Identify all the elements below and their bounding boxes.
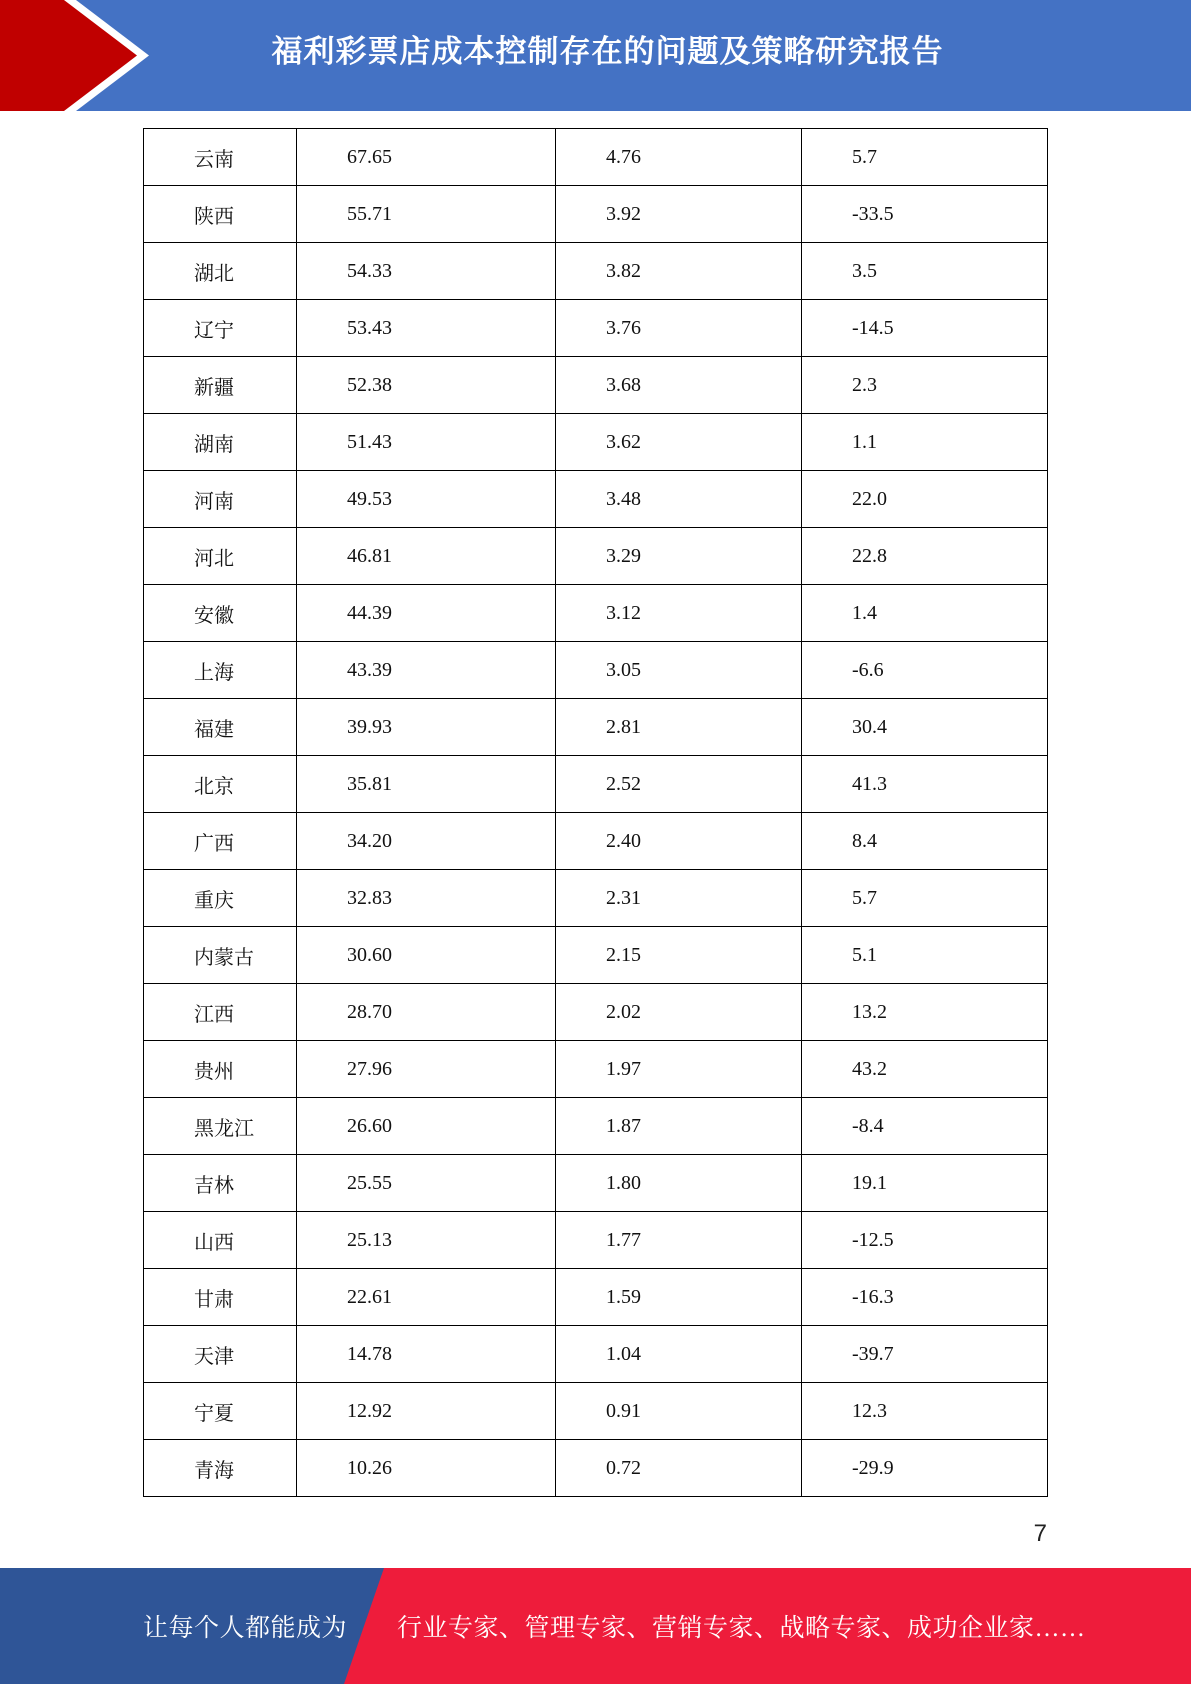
table-row <box>144 471 1048 528</box>
table-row <box>144 642 1048 699</box>
value-cell: 3.05 <box>556 642 802 699</box>
value-cell: 8.4 <box>802 813 1048 870</box>
value-cell: 22.61 <box>297 1269 556 1326</box>
value-cell: 67.65 <box>297 129 556 186</box>
value-cell: 3.62 <box>556 414 802 471</box>
data-table <box>143 128 1047 1497</box>
footer-slogan-right: 行业专家、管理专家、营销专家、战略专家、成功企业家…… <box>397 1615 1086 1642</box>
table-row <box>144 300 1048 357</box>
value-cell: 3.82 <box>556 243 802 300</box>
value-cell: 30.60 <box>297 927 556 984</box>
table-row <box>144 129 1048 186</box>
region-cell: 内蒙古 <box>144 927 297 984</box>
value-cell: 43.39 <box>297 642 556 699</box>
region-cell: 云南 <box>144 129 297 186</box>
value-cell: 53.43 <box>297 300 556 357</box>
value-cell: 3.5 <box>802 243 1048 300</box>
region-cell: 贵州 <box>144 1041 297 1098</box>
region-cell: 福建 <box>144 699 297 756</box>
value-cell: 1.77 <box>556 1212 802 1269</box>
table-row <box>144 870 1048 927</box>
table-row <box>144 528 1048 585</box>
value-cell: 1.80 <box>556 1155 802 1212</box>
table-row <box>144 756 1048 813</box>
value-cell: -8.4 <box>802 1098 1048 1155</box>
region-cell: 河北 <box>144 528 297 585</box>
table-row <box>144 1212 1048 1269</box>
region-cell: 山西 <box>144 1212 297 1269</box>
value-cell: 25.13 <box>297 1212 556 1269</box>
region-cell: 上海 <box>144 642 297 699</box>
table-row <box>144 1155 1048 1212</box>
value-cell: 1.97 <box>556 1041 802 1098</box>
region-cell: 重庆 <box>144 870 297 927</box>
value-cell: 14.78 <box>297 1326 556 1383</box>
page-number: 7 <box>1033 1520 1047 1547</box>
value-cell: 12.92 <box>297 1383 556 1440</box>
table-row <box>144 186 1048 243</box>
value-cell: 1.04 <box>556 1326 802 1383</box>
value-cell: -14.5 <box>802 300 1048 357</box>
value-cell: 13.2 <box>802 984 1048 1041</box>
value-cell: 2.15 <box>556 927 802 984</box>
value-cell: 5.1 <box>802 927 1048 984</box>
region-cell: 青海 <box>144 1440 297 1497</box>
value-cell: -16.3 <box>802 1269 1048 1326</box>
footer-banner <box>0 1568 1191 1684</box>
region-cell: 辽宁 <box>144 300 297 357</box>
value-cell: 2.31 <box>556 870 802 927</box>
value-cell: 22.0 <box>802 471 1048 528</box>
value-cell: 27.96 <box>297 1041 556 1098</box>
value-cell: 2.3 <box>802 357 1048 414</box>
value-cell: 43.2 <box>802 1041 1048 1098</box>
table-row <box>144 813 1048 870</box>
value-cell: -12.5 <box>802 1212 1048 1269</box>
value-cell: -39.7 <box>802 1326 1048 1383</box>
value-cell: 3.92 <box>556 186 802 243</box>
value-cell: 41.3 <box>802 756 1048 813</box>
value-cell: 12.3 <box>802 1383 1048 1440</box>
value-cell: 5.7 <box>802 870 1048 927</box>
table-row <box>144 585 1048 642</box>
value-cell: 2.40 <box>556 813 802 870</box>
region-cell: 安徽 <box>144 585 297 642</box>
region-cell: 河南 <box>144 471 297 528</box>
value-cell: 28.70 <box>297 984 556 1041</box>
region-cell: 甘肃 <box>144 1269 297 1326</box>
region-cell: 江西 <box>144 984 297 1041</box>
value-cell: 1.59 <box>556 1269 802 1326</box>
table-row <box>144 984 1048 1041</box>
region-cell: 天津 <box>144 1326 297 1383</box>
value-cell: 44.39 <box>297 585 556 642</box>
value-cell: 51.43 <box>297 414 556 471</box>
value-cell: 39.93 <box>297 699 556 756</box>
value-cell: 0.72 <box>556 1440 802 1497</box>
table-row <box>144 1269 1048 1326</box>
value-cell: -29.9 <box>802 1440 1048 1497</box>
value-cell: 55.71 <box>297 186 556 243</box>
region-cell: 黑龙江 <box>144 1098 297 1155</box>
value-cell: 2.81 <box>556 699 802 756</box>
value-cell: 30.4 <box>802 699 1048 756</box>
value-cell: 3.48 <box>556 471 802 528</box>
value-cell: 1.87 <box>556 1098 802 1155</box>
table-row <box>144 1098 1048 1155</box>
region-cell: 北京 <box>144 756 297 813</box>
value-cell: 2.02 <box>556 984 802 1041</box>
table-row <box>144 1041 1048 1098</box>
value-cell: -6.6 <box>802 642 1048 699</box>
table-row <box>144 1326 1048 1383</box>
region-cell: 陕西 <box>144 186 297 243</box>
value-cell: 49.53 <box>297 471 556 528</box>
value-cell: 4.76 <box>556 129 802 186</box>
value-cell: 3.68 <box>556 357 802 414</box>
region-cell: 新疆 <box>144 357 297 414</box>
value-cell: 46.81 <box>297 528 556 585</box>
value-cell: 19.1 <box>802 1155 1048 1212</box>
region-cell: 广西 <box>144 813 297 870</box>
value-cell: 0.91 <box>556 1383 802 1440</box>
value-cell: 1.1 <box>802 414 1048 471</box>
data-table-body <box>144 129 1048 1497</box>
region-cell: 湖南 <box>144 414 297 471</box>
value-cell: 5.7 <box>802 129 1048 186</box>
region-cell: 吉林 <box>144 1155 297 1212</box>
page-title: 福利彩票店成本控制存在的问题及策略研究报告 <box>271 34 944 69</box>
value-cell: 26.60 <box>297 1098 556 1155</box>
value-cell: 22.8 <box>802 528 1048 585</box>
value-cell: 3.29 <box>556 528 802 585</box>
value-cell: 3.76 <box>556 300 802 357</box>
table-row <box>144 1440 1048 1497</box>
region-cell: 湖北 <box>144 243 297 300</box>
value-cell: 35.81 <box>297 756 556 813</box>
table-row <box>144 357 1048 414</box>
value-cell: 2.52 <box>556 756 802 813</box>
table-row <box>144 699 1048 756</box>
value-cell: 32.83 <box>297 870 556 927</box>
value-cell: 54.33 <box>297 243 556 300</box>
table-row <box>144 414 1048 471</box>
value-cell: 52.38 <box>297 357 556 414</box>
header-banner <box>0 0 1191 111</box>
value-cell: 1.4 <box>802 585 1048 642</box>
footer-slogan-left: 让每个人都能成为 <box>143 1615 348 1642</box>
region-cell: 宁夏 <box>144 1383 297 1440</box>
value-cell: 25.55 <box>297 1155 556 1212</box>
value-cell: 3.12 <box>556 585 802 642</box>
value-cell: 10.26 <box>297 1440 556 1497</box>
value-cell: -33.5 <box>802 186 1048 243</box>
table-row <box>144 927 1048 984</box>
table-row <box>144 243 1048 300</box>
table-row <box>144 1383 1048 1440</box>
value-cell: 34.20 <box>297 813 556 870</box>
